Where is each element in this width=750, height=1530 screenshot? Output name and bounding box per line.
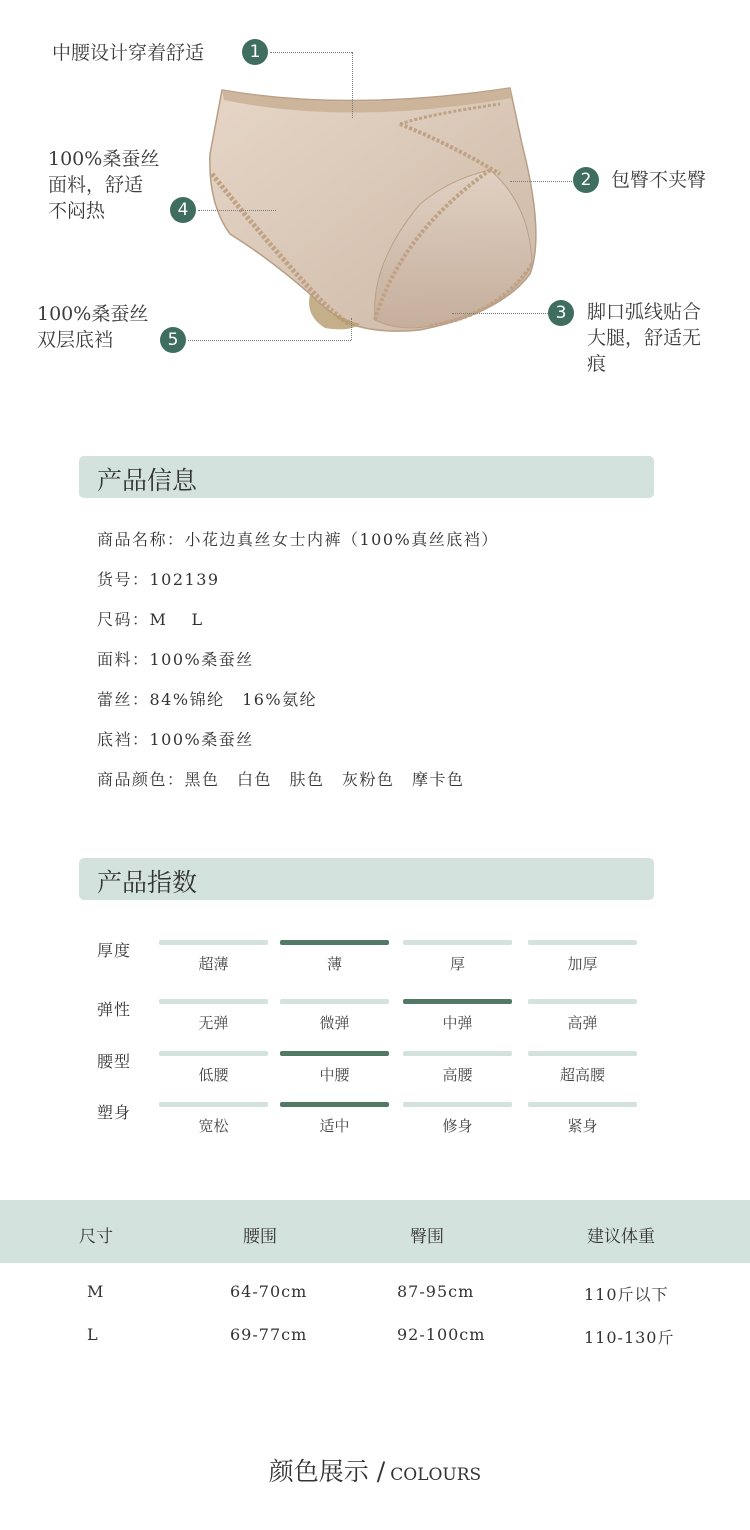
index-option-label: 低腰 <box>198 1066 229 1084</box>
table-cell: 110斤以下 <box>584 1285 669 1304</box>
feature-1-badge: 1 <box>242 39 268 65</box>
info-row: 货号：102139 <box>97 570 220 589</box>
feature-3-badge: 3 <box>548 300 574 326</box>
index-bar <box>159 940 268 945</box>
index-bar <box>528 1102 637 1107</box>
index-bar-selected <box>280 940 389 945</box>
table-cell: 110-130斤 <box>584 1328 675 1347</box>
table-cell: L <box>87 1325 99 1344</box>
index-bar-selected <box>280 1051 389 1056</box>
index-bar <box>528 1051 637 1056</box>
info-row: 底裆：100%桑蚕丝 <box>97 730 254 749</box>
table-cell: 92-100cm <box>397 1325 486 1344</box>
leader-line <box>198 210 276 211</box>
feature-4-text: 100%桑蚕丝 面料，舒适 不闷热 <box>48 148 160 222</box>
index-label: 弹性 <box>97 1000 132 1019</box>
feature-3-text: 脚口弧线贴合 大腿，舒适无 痕 <box>587 301 702 375</box>
index-bar <box>528 940 637 945</box>
index-option-label: 厚 <box>449 955 465 973</box>
index-bar <box>528 999 637 1004</box>
index-option-label: 紧身 <box>567 1117 598 1135</box>
leader-line <box>188 340 351 341</box>
index-bar <box>403 940 512 945</box>
colours-title-en: COLOURS <box>390 1465 482 1485</box>
feature-5-badge: 5 <box>160 327 186 353</box>
leader-line <box>510 181 572 182</box>
feature-4-badge: 4 <box>170 197 196 223</box>
index-option-label: 薄 <box>326 955 342 973</box>
index-bar-selected <box>403 999 512 1004</box>
index-bar <box>159 999 268 1004</box>
index-option-label: 中腰 <box>319 1066 350 1084</box>
index-bar <box>159 1102 268 1107</box>
index-option-label: 微弹 <box>319 1014 350 1032</box>
section-title: 产品指数 <box>97 868 198 897</box>
feature-5-text: 100%桑蚕丝 双层底裆 <box>37 303 149 351</box>
index-option-label: 超薄 <box>198 955 229 973</box>
index-label: 腰型 <box>97 1052 132 1071</box>
index-option-label: 加厚 <box>567 955 598 973</box>
index-bar <box>403 1051 512 1056</box>
index-bar <box>159 1051 268 1056</box>
leader-line <box>352 52 353 118</box>
colours-title <box>0 1452 750 1488</box>
index-option-label: 宽松 <box>198 1117 229 1135</box>
info-row: 面料：100%桑蚕丝 <box>97 650 254 669</box>
feature-1-text: 中腰设计穿着舒适 <box>52 42 205 64</box>
table-cell: 64-70cm <box>230 1282 308 1301</box>
index-option-label: 适中 <box>319 1117 350 1135</box>
feature-2-badge: 2 <box>573 167 599 193</box>
product-index-header <box>79 858 654 900</box>
index-bar-selected <box>280 1102 389 1107</box>
index-option-label: 高弹 <box>567 1014 598 1032</box>
info-row: 蕾丝：84%锦纶 16%氨纶 <box>97 690 318 709</box>
info-row: 商品名称：小花边真丝女士内裤（100%真丝底裆） <box>97 530 499 549</box>
table-cell: 87-95cm <box>397 1282 475 1301</box>
column-header: 建议体重 <box>587 1227 655 1247</box>
leader-line <box>270 52 352 53</box>
column-header: 腰围 <box>243 1227 277 1247</box>
index-label: 厚度 <box>97 941 132 960</box>
leader-line <box>351 318 352 340</box>
section-title: 产品信息 <box>97 466 198 495</box>
index-bar <box>403 1102 512 1107</box>
leader-line <box>452 313 548 314</box>
panty-illustration <box>200 84 545 339</box>
index-option-label: 超高腰 <box>559 1066 605 1084</box>
info-row: 尺码：M L <box>97 610 204 629</box>
column-header: 尺寸 <box>79 1227 113 1247</box>
size-table-header <box>0 1200 750 1263</box>
table-cell: 69-77cm <box>230 1325 308 1344</box>
column-header: 臀围 <box>410 1227 444 1247</box>
index-label: 塑身 <box>97 1103 132 1122</box>
index-option-label: 中弹 <box>442 1014 473 1032</box>
index-bar <box>280 999 389 1004</box>
index-option-label: 高腰 <box>442 1066 473 1084</box>
info-row: 商品颜色：黑色 白色 肤色 灰粉色 摩卡色 <box>97 770 465 789</box>
table-cell: M <box>87 1282 105 1301</box>
product-info-header <box>79 456 654 498</box>
index-option-label: 修身 <box>442 1117 473 1135</box>
feature-2-text: 包臀不夹臀 <box>611 169 707 191</box>
index-option-label: 无弹 <box>198 1014 229 1032</box>
colours-title-zh: 颜色展示 / <box>268 1457 386 1486</box>
